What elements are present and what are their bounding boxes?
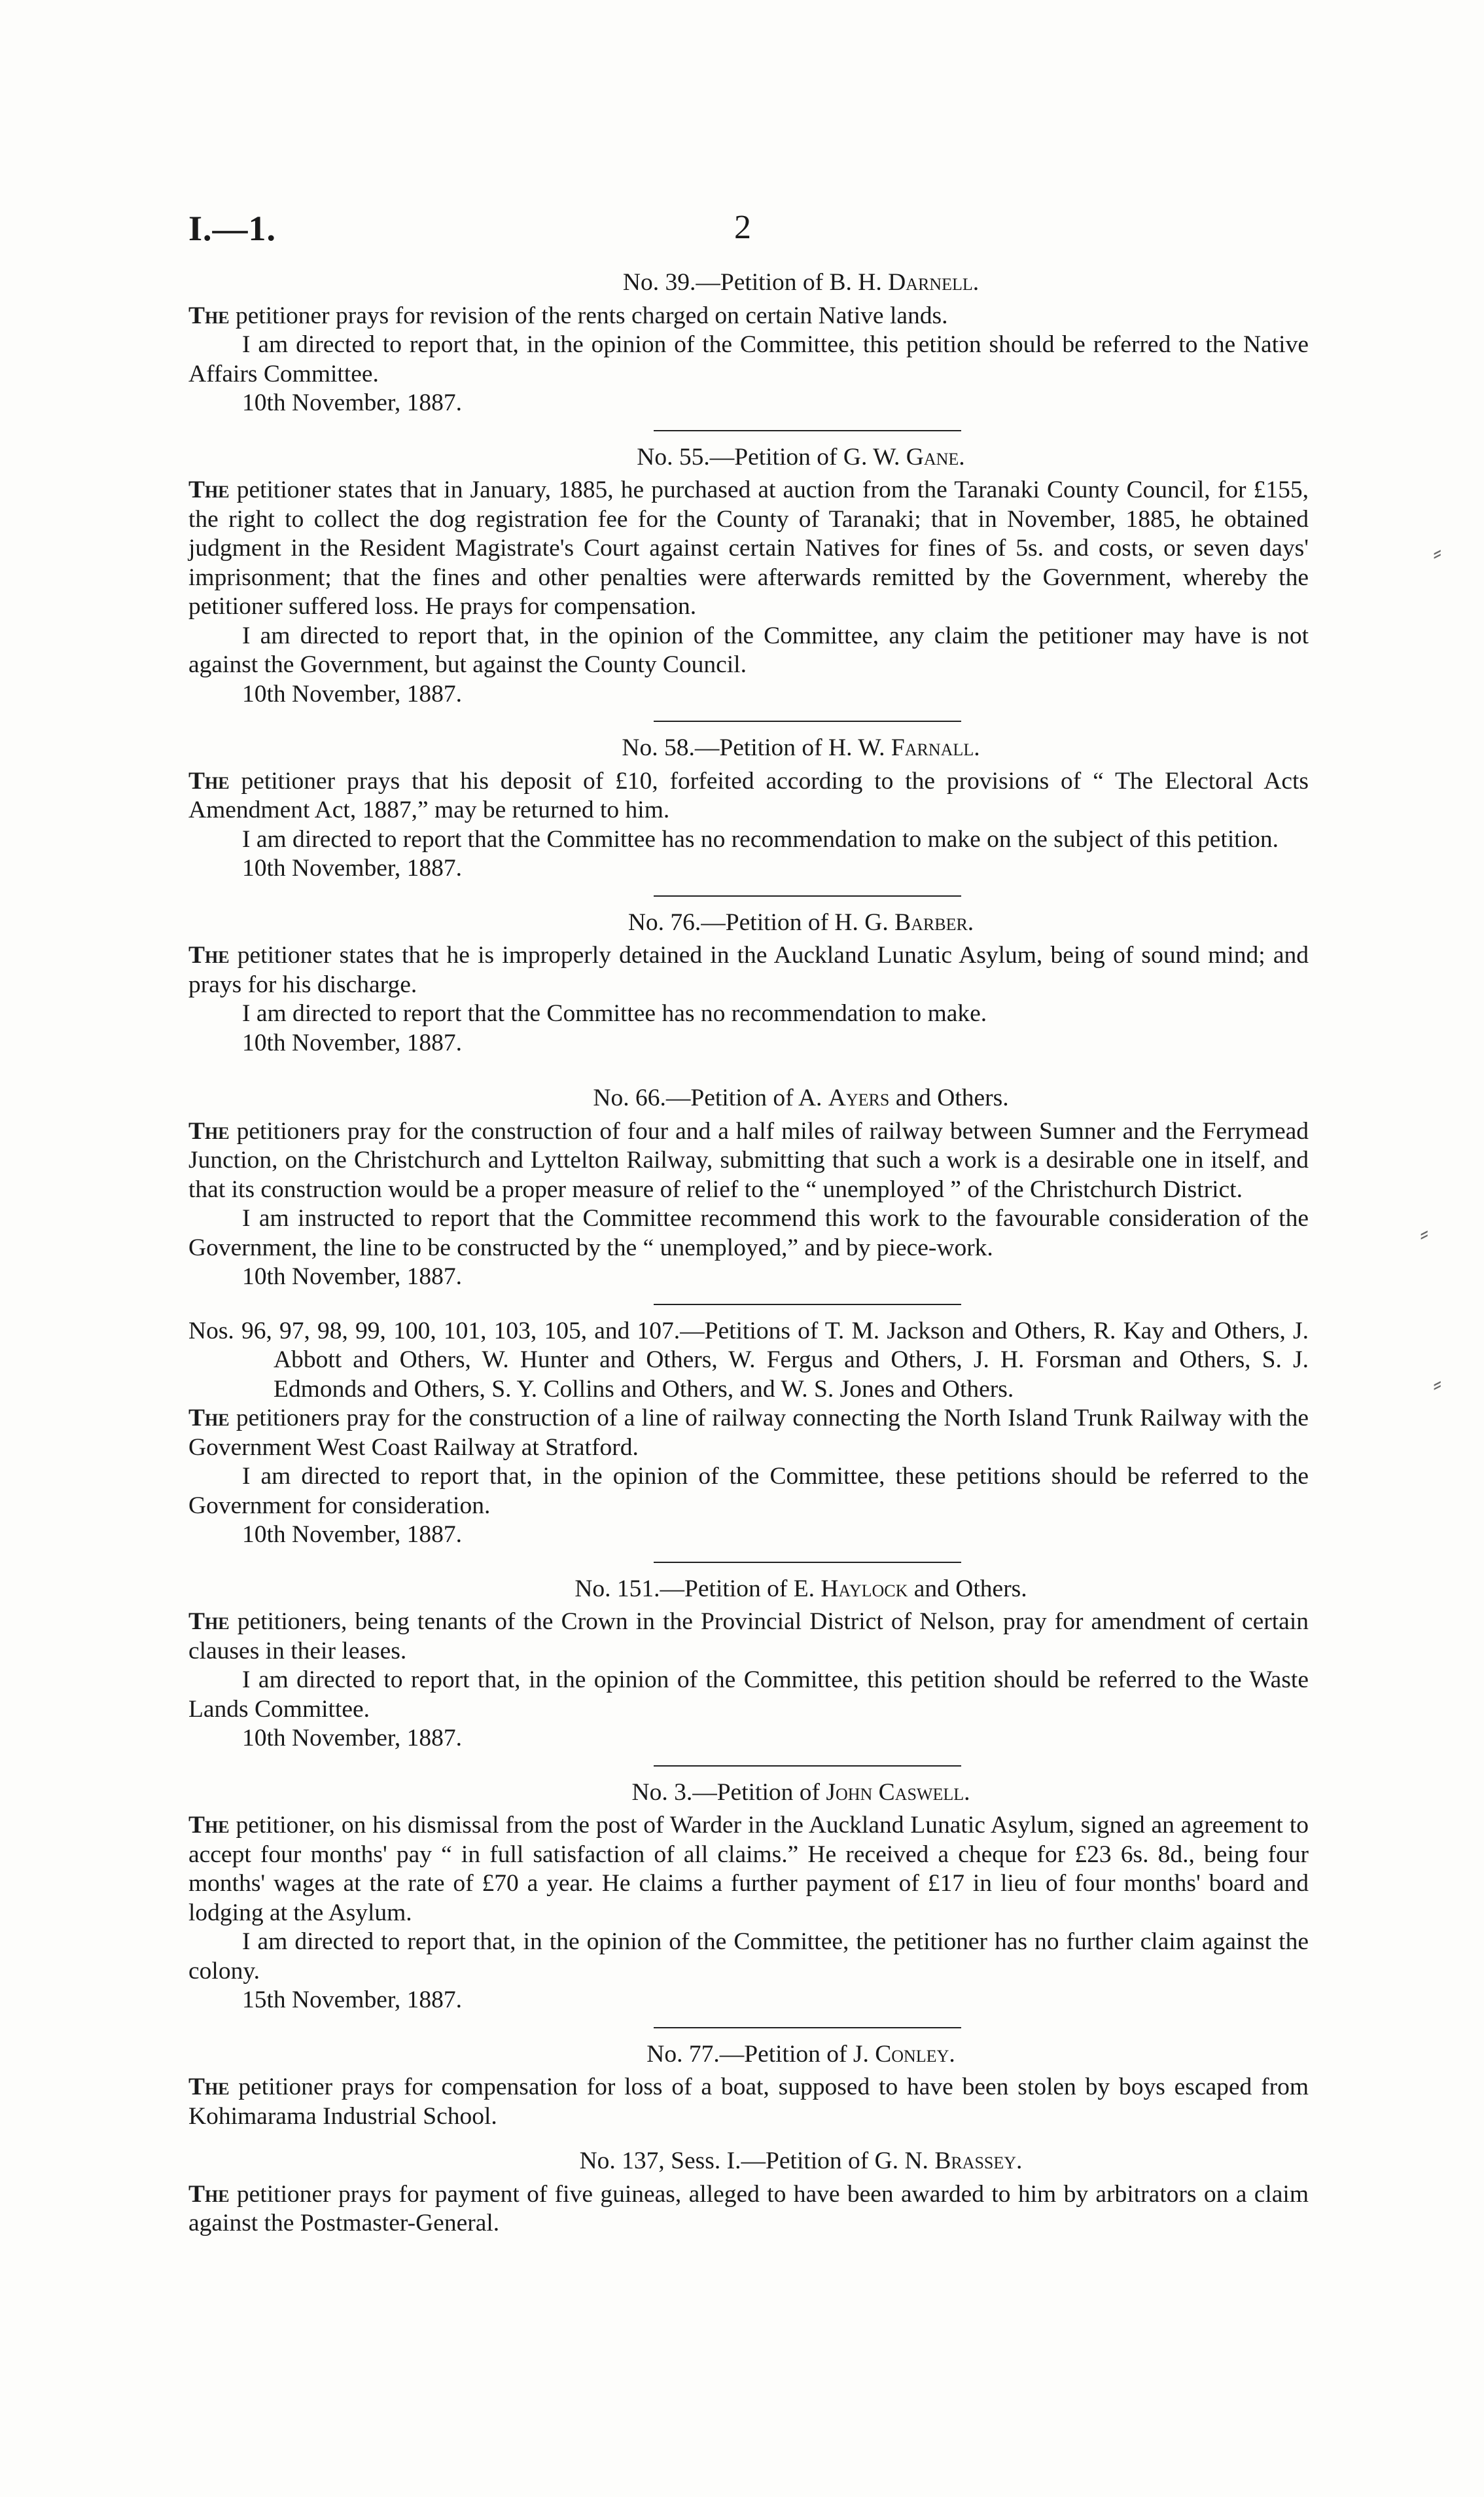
petition-text: The petitioners pray for the construction of four and a half miles of railway between Sumner and the Ferrymead Junction, on the Christchurch and Lyttelton Railway, submitting that such a work is a desirable one in itself, and that its construction would be a proper measure of relief to the “ unemployed ” of the Christchurch District. — [188, 1117, 1309, 1203]
committee-report: I am directed to report that, in the opinion of the Committee, this petition should be referred to the Waste Lands Committee. — [188, 1666, 1309, 1723]
section-divider — [654, 430, 961, 431]
scan-artifact-mark: ⸗ — [1433, 537, 1442, 567]
petition-heading: No. 58.—Petition of H. W. Farnall. — [622, 734, 980, 761]
section-divider — [654, 721, 961, 722]
petitions-96-107 — [188, 1317, 1309, 1550]
petition-text: The petitioner prays for compensation for loss of a boat, supposed to have been stolen by boys escaped from Kohimarama Industrial School. — [188, 2074, 1309, 2130]
petition-77 — [188, 2040, 1309, 2132]
petition-text: The petitioner prays that his deposit of £10, forfeited according to the provisions of “ The Electoral Acts Amendment Act, 1887,” may be returned to him. — [188, 767, 1309, 823]
petition-heading: No. 55.—Petition of G. W. Gane. — [637, 443, 965, 471]
petition-heading: No. 66.—Petition of A. Ayers and Others. — [593, 1085, 1009, 1111]
petition-76 — [188, 908, 1309, 1058]
section-divider — [654, 2027, 961, 2028]
committee-report: I am instructed to report that the Committee recommend this work to the favourable consideration of the Government, the line to be constructed by the “ unemployed,” and by piece-work. — [188, 1205, 1309, 1261]
committee-report: I am directed to report that, in the opinion of the Committee, these petitions should be referred to the Government for consideration. — [188, 1463, 1309, 1519]
report-date: 15th November, 1887. — [242, 1986, 462, 2013]
report-date: 10th November, 1887. — [242, 680, 462, 708]
section-divider — [654, 1765, 961, 1767]
committee-report: I am directed to report that, in the opinion of the Committee, the petitioner has no further claim against the colony. — [188, 1928, 1309, 1985]
petition-text: The petitioners, being tenants of the Crown in the Provincial District of Nelson, pray for amendment of certain clauses in their leases. — [188, 1608, 1309, 1664]
petition-heading: Nos. 96, 97, 98, 99, 100, 101, 103, 105, and 107.—Petitions of T. M. Jackson and Others, R. Kay and Others, J. Abbott and Others, W. Hunter and Others, W. Fergus and Others, J. H. Forsman and Others, S. J. Edmonds and Others, S. Y. Collins and Others, and W. S. Jones and Others. — [188, 1317, 1309, 1403]
petition-text: The petitioner states that in January, 1885, he purchased at auction from the Taranaki County Council, for £155, the right to collect the dog registration fee for the County of Taranaki; that in November, 1885, he obtained judgment in the Resident Magistrate's Court against certain Natives for fines of 5s. and costs, or seven days' imprisonment; that the fines and other penalties were afterwards remitted by the Government, whereby the petitioner suffered loss. He prays for compensation. — [188, 476, 1309, 620]
petition-heading: No. 76.—Petition of H. G. Barber. — [627, 908, 974, 936]
scan-artifact-mark: ⸗ — [1420, 1218, 1429, 1248]
scan-artifact-mark: ⸗ — [1433, 1369, 1442, 1398]
petition-text: The petitioners pray for the construction of a line of railway connecting the North Island Trunk Railway with the Government West Coast Railway at Stratford. — [188, 1405, 1309, 1461]
page-number: 2 — [734, 209, 751, 246]
petition-text: The petitioner, on his dismissal from the post of Warder in the Auckland Lunatic Asylum, signed an agreement to accept four months' pay “ in full satisfaction of all claims.” He received a cheque for £23 6s. 8d., being four months' wages at the rate of £70 a year. He claims a further payment of £17 in lieu of four months' board and lodging at the Asylum. — [188, 1812, 1309, 1926]
petitions-report — [188, 268, 1309, 2238]
petition-39 — [188, 268, 1309, 418]
petition-heading: No. 39.—Petition of B. H. Darnell. — [622, 269, 980, 296]
petition-66 — [188, 1084, 1309, 1292]
petition-text: The petitioner states that he is improperly detained in the Auckland Lunatic Asylum, being of sound mind; and prays for his discharge. — [188, 942, 1309, 998]
report-date: 10th November, 1887. — [242, 1725, 462, 1751]
petition-58 — [188, 734, 1309, 884]
committee-report: I am directed to report that, in the opinion of the Committee, any claim the petitioner may have is not against the Government, but against the County Council. — [188, 622, 1309, 678]
report-date: 10th November, 1887. — [242, 855, 462, 882]
petition-text: The petitioner prays for payment of five guineas, alleged to have been awarded to him by arbitrators on a claim against the Postmaster-General. — [188, 2180, 1309, 2237]
section-divider — [654, 1304, 961, 1305]
committee-report: I am directed to report that the Committee has no recommendation to make. — [242, 1000, 987, 1027]
petition-55 — [188, 443, 1309, 710]
committee-report: I am directed to report that the Committee has no recommendation to make on the subject of this petition. — [242, 825, 1279, 853]
committee-report: I am directed to report that, in the opinion of the Committee, this petition should be referred to the Native Affairs Committee. — [188, 331, 1309, 387]
petition-heading: No. 151.—Petition of E. Haylock and Others. — [574, 1575, 1027, 1602]
petition-3 — [188, 1778, 1309, 2015]
report-date: 10th November, 1887. — [242, 389, 462, 416]
section-divider — [654, 1562, 961, 1563]
petition-heading: No. 137, Sess. I.—Petition of G. N. Brassey. — [579, 2147, 1023, 2174]
page-reference: I.—1. — [188, 209, 277, 248]
petition-text: The petitioner prays for revision of the rents charged on certain Native lands. — [188, 302, 948, 329]
petition-heading: No. 77.—Petition of J. Conley. — [646, 2040, 955, 2068]
petition-137 — [188, 2147, 1309, 2238]
petition-151 — [188, 1575, 1309, 1753]
petition-heading: No. 3.—Petition of John Caswell. — [631, 1778, 970, 1806]
report-date: 10th November, 1887. — [242, 1263, 462, 1290]
report-date: 10th November, 1887. — [242, 1521, 462, 1548]
section-divider — [654, 895, 961, 897]
report-date: 10th November, 1887. — [242, 1029, 462, 1056]
